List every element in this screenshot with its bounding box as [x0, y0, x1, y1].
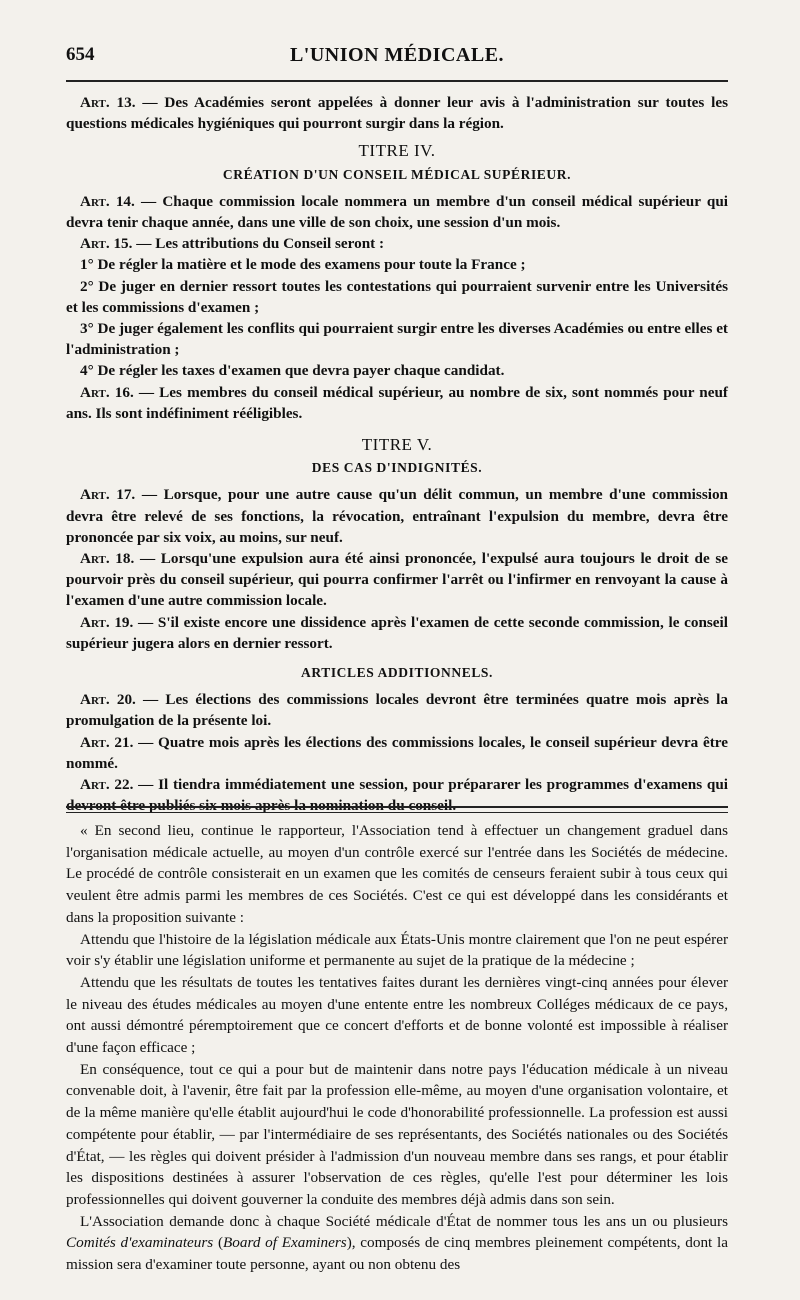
article-label: Art. 22.: [80, 776, 134, 794]
article-text: — Chaque commission locale nommera un membre d'un conseil médical supérieur qui devra tenir chaque année, dans une ville de son choix, une session d'un mois.: [66, 192, 728, 232]
body-text: L'Association demande donc à chaque Société médicale d'État de nommer tous les ans un ou plusieurs: [80, 1212, 728, 1230]
article-label: Art. 13.: [80, 94, 136, 111]
article-21: [66, 732, 728, 774]
article-text: — Des Académies seront appelées à donner leur avis à l'administration sur toutes les questions médicales hygiéniques qui pourront surgir dans la région.: [66, 94, 728, 133]
body-emphasis: Comités d'examinateurs: [66, 1234, 214, 1252]
article-label: Art. 19.: [80, 613, 134, 631]
titre-v-subtitle: DES CAS D'INDIGNITÉS.: [311, 460, 483, 476]
article-15-item-2: 2° De juger en dernier ressort toutes les contestations qui pourraient survenir entre les Universités et les commissions d'examen ;: [66, 277, 728, 316]
journal-title: L'UNION MÉDICALE.: [289, 44, 505, 66]
titre-v-heading: TITRE V.: [361, 435, 433, 455]
article-19: [66, 612, 728, 654]
article-16: [66, 382, 728, 424]
article-label: Art. 20.: [80, 691, 136, 709]
body-paragraph-3: Attendu que les résultats de toutes les tentatives faites durant les dernières vingt-cinq années pour élever le niveau des études médicales au moyen d'une entente entre les nombreux Colléges médicaux de ce pays, ont aussi démontré péremptoirement que ce concert d'efforts et de bonne volonté est impossible à réaliser d'une façon efficace ;: [66, 973, 728, 1057]
body-paragraph-5: [66, 1211, 728, 1276]
body-text: (: [213, 1234, 224, 1252]
article-text: — Quatre mois après les élections des commissions locales, le conseil supérieur devra être nommé.: [66, 733, 728, 772]
article-label: Art. 14.: [80, 192, 135, 210]
report-body: [66, 820, 728, 1276]
article-label: Art. 18.: [80, 550, 135, 568]
law-articles-section: [66, 92, 728, 817]
body-paragraph-1: « En second lieu, continue le rapporteur, l'Association tend à effectuer un changement graduel dans l'organisation médicale actuelle, au moyen d'un contrôle exercé sur l'entrée dans les Sociétés de médecine. Le procédé de contrôle consisterait en un examen que les comités de censeurs feraient subir à tous ceux qui veulent être admis parmi les membres de ces Sociétés. C'est ce qui est développé dans les considérants et dans la proposition suivante :: [66, 822, 728, 926]
article-label: Art. 15.: [80, 235, 133, 253]
page-header: [66, 44, 728, 72]
article-13: [66, 92, 728, 134]
article-text: — Lorsqu'une expulsion aura été ainsi prononcée, l'expulsé aura toujours le droit de se pourvoir près du conseil supérieur, qui pourra confirmer l'arrêt ou l'infirmer en renvoyant la cause à l'examen d'une autre commission locale.: [66, 550, 728, 610]
article-text: — S'il existe encore une dissidence après l'examen de cette seconde commission, le conseil supérieur jugera alors en dernier ressort.: [66, 613, 728, 652]
titre-iv-heading: TITRE IV.: [358, 141, 436, 161]
body-emphasis: Board of Examiners: [223, 1234, 347, 1252]
article-18: [66, 548, 728, 612]
section-divider: [66, 806, 728, 813]
article-text: — Les élections des commissions locales devront être terminées quatre mois après la promulgation de la présente loi.: [66, 691, 728, 730]
additional-articles-heading: ARTICLES ADDITIONNELS.: [300, 665, 494, 681]
article-20: [66, 689, 728, 731]
header-rule: [66, 80, 728, 82]
article-text: — Il tiendra immédiatement une session, pour prépararer les programmes d'examens qui devront être publiés six mois après la nomination du conseil.: [66, 776, 728, 815]
article-15-item-3: 3° De juger également les conflits qui pourraient surgir entre les diverses Académies ou entre elles et l'administration ;: [66, 320, 728, 359]
article-15-item-1: 1° De régler la matière et le mode des examens pour toute la France ;: [80, 256, 526, 274]
titre-iv-subtitle: CRÉATION D'UN CONSEIL MÉDICAL SUPÉRIEUR.: [222, 166, 572, 182]
article-text: — Les attributions du Conseil seront :: [132, 235, 385, 253]
article-14: [66, 191, 728, 233]
article-text: — Les membres du conseil médical supérieur, au nombre de six, sont nommés pour neuf ans. Ils sont indéfiniment rééligibles.: [66, 383, 728, 422]
article-label: Art. 16.: [80, 383, 134, 401]
body-text: ), composés de cinq membres pleinement compétents, dont la mission sera d'examiner toute personne, ayant ou non obtenu des: [66, 1234, 728, 1274]
body-paragraph-4: En conséquence, tout ce qui a pour but de maintenir dans notre pays l'éducation médicale à un niveau convenable doit, à l'avenir, être fait par la profession elle-même, au moyen d'une organisation volontaire, et de la même manière qu'elle établit aujourd'hui le code d'honorabilité professionnelle. La profession est aussi compétente pour établir, — par l'intermédiaire de ses représentants, des Sociétés nationales ou des Sociétés d'État, — les règles qui doivent présider à l'admission d'un nouveau membre dans ses rangs, et pour établir les dispositions destinées à assurer l'observation de ces règles, qu'elle l'est pour déterminer les lois professionnelles qui doivent gouverner la conduite des membres déjà admis dans son sein.: [66, 1060, 728, 1208]
article-15: [66, 233, 728, 254]
article-15-item-4: 4° De régler les taxes d'examen que devra payer chaque candidat.: [80, 362, 505, 380]
page-number: 654: [66, 44, 95, 65]
article-17: [66, 484, 728, 548]
body-paragraph-2: Attendu que l'histoire de la législation médicale aux États-Unis montre clairement que l'on ne peut espérer voir s'y établir une législation uniforme et permanente au sujet de la pratique de la médecine ;: [66, 930, 728, 970]
article-label: Art. 17.: [80, 486, 136, 504]
article-text: — Lorsque, pour une autre cause qu'un délit commun, un membre d'une commission devra être relevé de ses fonctions, la révocation, entraînant l'expulsion du membre, devra être prononcée par six voix, au moins, sur neuf.: [66, 486, 728, 546]
article-label: Art. 21.: [80, 733, 134, 751]
